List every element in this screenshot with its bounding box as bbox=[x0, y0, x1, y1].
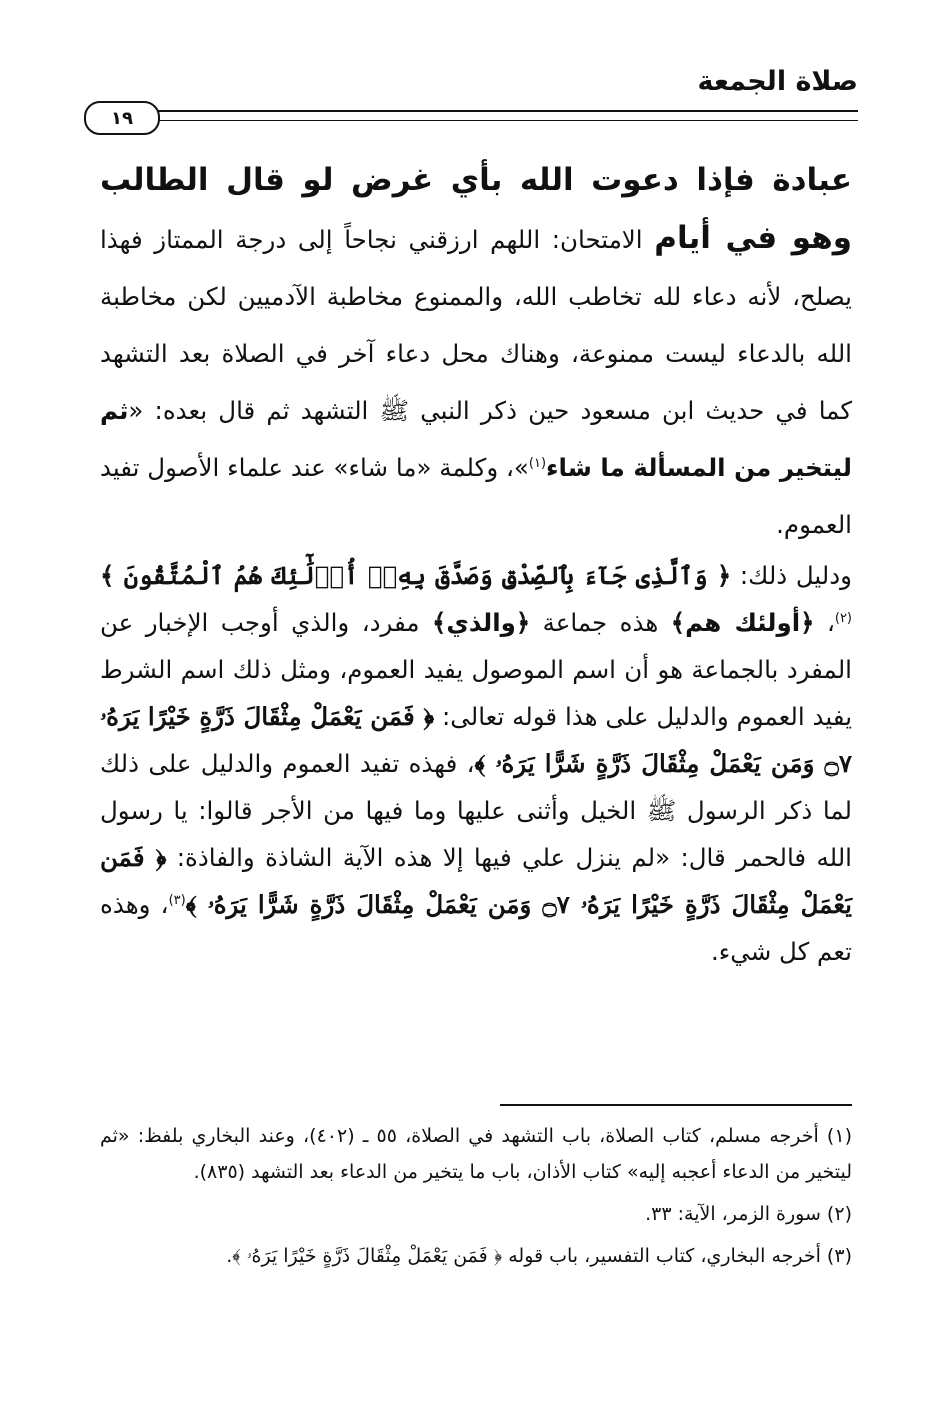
paragraph-2-text-d: مفرد، والذي أوجب الإخبار عن المفرد بالجماعة هو أن اسم الموصول يفيد العموم، ومثل ذلك اسم الشرط يفيد العموم والدليل على هذا قوله تعالى: bbox=[100, 608, 853, 731]
page-number-badge bbox=[84, 101, 160, 135]
quran-verse-1: ﴿ وَٱلَّذِى جَآءَ بِٱلصِّدْقِ وَصَدَّقَ بِهِۦٓ أُو۟لَٰٓئِكَ هُمُ ٱلْمُتَّقُونَ ﴾ bbox=[100, 561, 732, 590]
paragraph-2 bbox=[100, 552, 852, 975]
hadith-quote: ثم ليتخير من المسألة ما شاء bbox=[100, 396, 852, 482]
quoted-term-2: ﴿والذي﴾ bbox=[432, 608, 531, 637]
footnote-ref-2[interactable]: (٢) bbox=[834, 610, 852, 626]
paragraph-2-text-c: هذه جماعة bbox=[530, 608, 671, 637]
running-title: صلاة الجمعة bbox=[697, 66, 858, 97]
footnote-3: (٣) أخرجه البخاري، كتاب التفسير، باب قوله ﴿ فَمَن يَعْمَلْ مِثْقَالَ ذَرَّةٍ خَيْرًا يَرَهُۥ ﴾. bbox=[226, 1245, 852, 1267]
header-rule bbox=[145, 110, 858, 112]
paragraph-2-text-e: ، فهذه تفيد العموم والدليل على ذلك لما ذكر الرسول ﷺ الخيل وأثنى عليها وما فيها من الأجر قالوا: يا رسول الله فالحمر قال: «لم ينزل علي فيها إلا هذه الآية الشاذة والفاذة: bbox=[100, 749, 852, 872]
paragraph-1-text-b: »، وكلمة «ما شاء» عند علماء الأصول تفيد العموم. bbox=[100, 453, 852, 539]
footnote-ref-3[interactable]: (٣) bbox=[168, 892, 186, 908]
paragraph-1-lead-line: عبادة فإذا دعوت الله بأي غرض لو قال الطالب وهو في أيام bbox=[100, 162, 852, 256]
quran-verse-3: ﴿ فَمَن يَعْمَلْ مِثْقَالَ ذَرَّةٍ خَيْرًا يَرَهُۥ ۝٧ وَمَن يَعْمَلْ مِثْقَالَ ذَرَّةٍ شَرًّا يَرَهُۥ ﴾ bbox=[100, 843, 852, 919]
footnote-separator bbox=[500, 1104, 852, 1106]
paragraph-2-text-a: ودليل ذلك: bbox=[731, 561, 852, 590]
footnotes bbox=[100, 1118, 852, 1280]
quoted-term-1: ﴿أولئك هم﴾ bbox=[670, 608, 815, 637]
quran-verse-2: ﴿ فَمَن يَعْمَلْ مِثْقَالَ ذَرَّةٍ خَيْرًا يَرَهُۥ ۝٧ وَمَن يَعْمَلْ مِثْقَالَ ذَرَّةٍ شَرًّا يَرَهُۥ ﴾ bbox=[100, 702, 852, 778]
paragraph-2-text-f: ، وهذه تعم كل شيء. bbox=[100, 890, 852, 966]
footnote-2: (٢) سورة الزمر، الآية: ٣٣. bbox=[645, 1203, 852, 1225]
header-rule-thin bbox=[145, 120, 858, 121]
paragraph-2-text-b: ، bbox=[814, 608, 835, 637]
paragraph-1 bbox=[100, 152, 852, 553]
page-number: ١٩ bbox=[111, 107, 133, 129]
footnote-1: (١) أخرجه مسلم، كتاب الصلاة، باب التشهد في الصلاة، ٥٥ ـ (٤٠٢)، وعند البخاري بلفظ: «ثم ليتخير من الدعاء أعجبه إليه» كتاب الأذان، باب ما يتخير من الدعاء بعد التشهد (٨٣٥). bbox=[100, 1125, 852, 1183]
paragraph-1-text-a: الامتحان: اللهم ارزقني نجاحاً إلى درجة الممتاز فهذا يصلح، لأنه دعاء لله تخاطب الله، والممنوع مخاطبة الآدميين لكن مخاطبة الله بالدعاء ليست ممنوعة، وهناك محل دعاء آخر في الصلاة بعد التشهد كما في حديث ابن مسعود حين ذكر النبي ﷺ التشهد ثم قال بعده: « bbox=[100, 225, 852, 425]
footnote-ref-1[interactable]: (١) bbox=[528, 455, 547, 471]
